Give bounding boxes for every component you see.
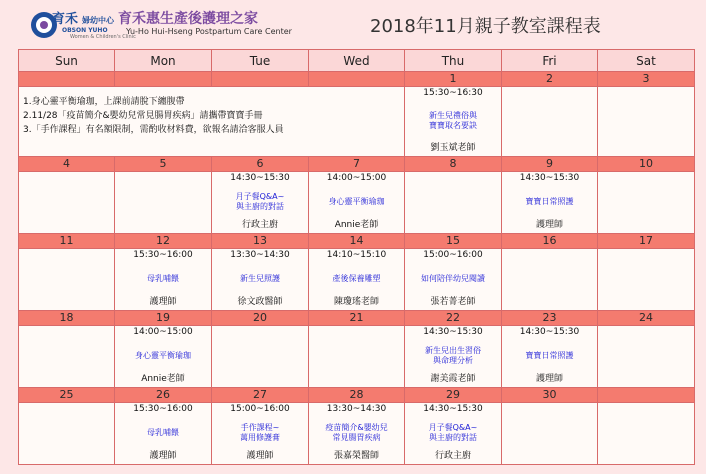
day-cell (598, 326, 695, 388)
date-number: 13 (212, 234, 309, 249)
class-event (212, 249, 308, 310)
date-number: 3 (598, 72, 695, 87)
event-time: 14:30~15:30 (519, 173, 580, 183)
event-time: 15:00~16:00 (423, 250, 483, 260)
event-topic: 月子餐Q&A~ 與主廚的對話 (235, 192, 285, 211)
day-cell (309, 249, 405, 311)
event-topic: 寶寶日常照護 (525, 197, 574, 206)
date-row (19, 157, 695, 172)
event-instructor: 護理師 (149, 297, 177, 307)
date-number: 17 (598, 234, 695, 249)
event-row (19, 326, 695, 388)
center-logo (30, 6, 290, 42)
date-number: 21 (309, 311, 405, 326)
event-topic: 身心靈平衡瑜珈 (135, 351, 191, 360)
logo-en1: OBSON YUHO (62, 27, 108, 34)
event-time: 15:30~16:30 (423, 88, 483, 98)
notes-cell (19, 87, 405, 157)
date-row (19, 311, 695, 326)
event-row (19, 249, 695, 311)
day-cell (115, 326, 212, 388)
logo-big: 育禾惠生產後護理之家 (118, 11, 259, 27)
day-cell (115, 403, 212, 465)
day-cell (502, 249, 598, 311)
day-cell (309, 172, 405, 234)
date-number: 4 (19, 157, 115, 172)
day-cell (405, 403, 502, 465)
day-cell (405, 87, 502, 157)
event-instructor: 張若菁老師 (430, 297, 476, 307)
date-row (19, 234, 695, 249)
date-number (598, 388, 695, 403)
day-cell (19, 403, 115, 465)
logo-text (52, 8, 258, 28)
event-topic: 產後保養雕塑 (332, 274, 381, 283)
weekday-header: Thu (405, 50, 502, 72)
event-time: 14:30~15:30 (423, 404, 483, 414)
event-time: 14:10~15:10 (326, 250, 387, 260)
event-instructor: 護理師 (149, 451, 177, 461)
date-number: 2 (502, 72, 598, 87)
event-instructor: Annie老師 (334, 220, 379, 230)
date-number (19, 72, 115, 87)
day-cell (502, 172, 598, 234)
event-time: 14:30~15:30 (230, 173, 290, 183)
class-event (115, 326, 211, 387)
weekday-header: Wed (309, 50, 405, 72)
date-number: 18 (19, 311, 115, 326)
class-event (309, 403, 404, 464)
date-number: 28 (309, 388, 405, 403)
date-number: 12 (115, 234, 212, 249)
event-instructor: 行政主廚 (241, 220, 278, 230)
day-cell (502, 87, 598, 157)
event-time: 14:00~15:00 (326, 173, 387, 183)
class-event (405, 326, 501, 387)
day-cell (19, 249, 115, 311)
event-time: 13:30~14:30 (230, 250, 290, 260)
event-topic: 手作課程~ 萬用修護膏 (240, 423, 280, 442)
event-topic: 新生兒出生習俗 與命理分析 (425, 346, 481, 365)
day-cell (309, 326, 405, 388)
day-cell (309, 403, 405, 465)
date-number: 8 (405, 157, 502, 172)
event-topic: 新生兒照護 (240, 274, 280, 283)
event-instructor: 護理師 (535, 220, 563, 230)
class-event (502, 172, 597, 233)
weekday-header: Sat (598, 50, 695, 72)
class-event (405, 403, 501, 464)
day-cell (405, 249, 502, 311)
event-row (19, 403, 695, 465)
date-number: 23 (502, 311, 598, 326)
event-time: 15:30~16:00 (133, 250, 193, 260)
class-event (309, 249, 404, 310)
weekday-header: Fri (502, 50, 598, 72)
event-instructor: 徐文政醫師 (237, 297, 283, 307)
date-number: 19 (115, 311, 212, 326)
day-cell (212, 172, 309, 234)
event-topic: 母乳哺餵 (147, 428, 179, 437)
event-time: 15:30~16:00 (133, 404, 193, 414)
class-event (212, 172, 308, 233)
class-event (309, 172, 404, 233)
date-number: 24 (598, 311, 695, 326)
event-row (19, 87, 695, 157)
date-number: 6 (212, 157, 309, 172)
event-topic: 寶寶日常照護 (525, 351, 574, 360)
date-number: 15 (405, 234, 502, 249)
logo-en2: Women & Children's Clinic (70, 34, 136, 40)
date-number: 16 (502, 234, 598, 249)
logo-en-right: Yu-Ho Hui-Hseng Postpartum Care Center (126, 27, 292, 36)
date-number: 27 (212, 388, 309, 403)
note-line: 2.11/28「疫苗簡介&嬰幼兒常見腸胃疾病」請攜帶寶寶手冊 (23, 111, 263, 121)
day-cell (212, 249, 309, 311)
date-number: 14 (309, 234, 405, 249)
day-cell (19, 172, 115, 234)
date-number: 10 (598, 157, 695, 172)
date-number: 9 (502, 157, 598, 172)
event-time: 14:30~15:30 (423, 327, 483, 337)
note-line: 1.身心靈平衡瑜珈，上課前請脫下纏腹帶 (23, 97, 185, 107)
event-topic: 月子餐Q&A~ 與主廚的對話 (428, 423, 478, 442)
date-number: 1 (405, 72, 502, 87)
event-time: 14:30~15:30 (519, 327, 580, 337)
event-instructor: 謝美霞老師 (430, 374, 476, 384)
event-instructor: 行政主廚 (434, 451, 471, 461)
event-topic: 母乳哺餵 (147, 274, 179, 283)
date-row (19, 72, 695, 87)
day-cell (598, 87, 695, 157)
class-event (405, 249, 501, 310)
day-cell (212, 403, 309, 465)
day-cell (19, 326, 115, 388)
event-instructor: 護理師 (246, 451, 274, 461)
date-number: 26 (115, 388, 212, 403)
logo-small: 婦幼中心 (82, 16, 115, 25)
day-cell (502, 403, 598, 465)
class-event (115, 249, 211, 310)
day-cell (212, 326, 309, 388)
event-time: 14:00~15:00 (133, 327, 193, 337)
event-time: 13:30~14:30 (326, 404, 387, 414)
date-number: 5 (115, 157, 212, 172)
page-title: 2018年11月親子教室課程表 (370, 16, 601, 37)
date-row (19, 388, 695, 403)
date-number (115, 72, 212, 87)
day-cell (502, 326, 598, 388)
day-cell (405, 172, 502, 234)
date-number: 7 (309, 157, 405, 172)
day-cell (598, 249, 695, 311)
event-topic: 新生兒禮俗與 寶寶取名要訣 (429, 111, 477, 130)
date-number: 29 (405, 388, 502, 403)
day-cell (598, 403, 695, 465)
weekday-header: Tue (212, 50, 309, 72)
date-number: 30 (502, 388, 598, 403)
day-cell (115, 249, 212, 311)
date-number: 11 (19, 234, 115, 249)
weekday-header: Mon (115, 50, 212, 72)
event-row (19, 172, 695, 234)
weekday-header-row (19, 50, 695, 72)
event-topic: 身心靈平衡瑜珈 (328, 197, 385, 206)
class-event (212, 403, 308, 464)
event-instructor: 護理師 (535, 374, 563, 384)
date-number: 22 (405, 311, 502, 326)
event-topic: 如何陪伴幼兒閱讀 (421, 274, 485, 283)
event-instructor: 張嘉榮醫師 (333, 451, 379, 461)
date-number: 20 (212, 311, 309, 326)
calendar-table (18, 49, 695, 465)
note-line: 3.「手作課程」有名額限制，需酌收材料費，欲報名請洽客服人員 (23, 125, 284, 135)
class-event (502, 326, 597, 387)
event-time: 15:00~16:00 (230, 404, 290, 414)
class-event (405, 87, 501, 156)
class-event (115, 403, 211, 464)
event-instructor: 劉玉斌老師 (430, 143, 476, 153)
weekday-header: Sun (19, 50, 115, 72)
date-number (309, 72, 405, 87)
day-cell (405, 326, 502, 388)
date-number (212, 72, 309, 87)
event-instructor: Annie老師 (141, 374, 185, 384)
date-number: 25 (19, 388, 115, 403)
event-topic: 疫苗簡介&嬰幼兒 常見腸胃疾病 (325, 423, 388, 442)
event-instructor: 陳瓊瑤老師 (333, 297, 379, 307)
logo-cn: 育禾 (52, 12, 79, 27)
day-cell (115, 172, 212, 234)
day-cell (598, 172, 695, 234)
